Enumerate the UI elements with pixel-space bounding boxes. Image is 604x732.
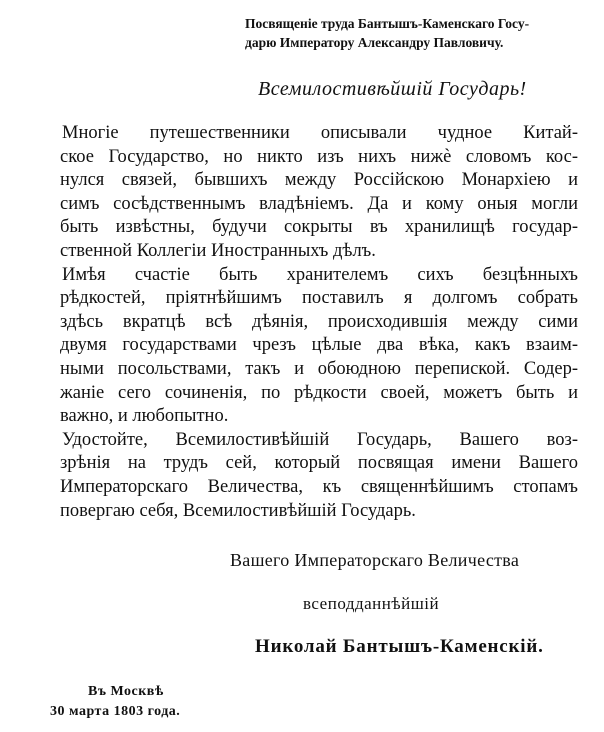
text-line: здѣсь вкратцѣ всѣ дѣянія, происходившія между сими <box>60 311 578 332</box>
signature: Николай Бантышъ-Каменскій. <box>255 636 544 657</box>
text-line: ными посольствами, такъ и обоюдною перепиской. Содер- <box>60 358 578 379</box>
heading-line-2: дарю Императору Александру Павловичу. <box>245 35 504 50</box>
closing-address: Вашего Императорскаго Величества <box>230 550 520 570</box>
text-line: Императорскаго Величества, къ священнѣйшимъ стопамъ <box>60 476 578 497</box>
dedication-heading <box>245 14 575 52</box>
text-line: симъ сосѣдственнымъ владѣніемъ. Да и кому оныя могли <box>60 193 578 214</box>
text-line: двумя государствами чрезъ цѣлые два вѣка, какъ взаим- <box>60 335 578 356</box>
text-line: зрѣнія на трудъ сей, который посвящая имени Вашего <box>60 453 578 474</box>
text-line: повергаю себя, Всемилостивѣйшій Государь. <box>60 500 416 521</box>
date-line: 30 марта 1803 года. <box>50 704 181 719</box>
text-line: ственной Коллегіи Иностранныхъ дѣлъ. <box>60 240 376 261</box>
paragraph-2 <box>60 264 578 429</box>
text-line: быть извѣстны, будучи сокрыты въ хранилищѣ государ- <box>60 217 578 238</box>
text-line: Многіе путешественники описывали чудное Китай- <box>62 123 578 143</box>
letter-body <box>60 122 578 523</box>
place-line: Въ Москвѣ <box>88 684 164 699</box>
text-line: Имѣя счастіе быть хранителемъ сихъ безцѣнныхъ <box>62 264 578 285</box>
paragraph-1 <box>60 122 578 264</box>
text-line: ское Государство, но никто изъ нихъ нижѐ словомъ кос- <box>60 146 578 167</box>
salutation: Всемилостивѣйшій Государь! <box>258 78 527 100</box>
paragraph-3 <box>60 429 578 523</box>
heading-line-1: Посвященіе труда Бантышъ-Каменскаго Госу- <box>245 16 530 31</box>
closing-humble: всеподданнѣйшій <box>303 594 440 613</box>
text-line: важно, и любопытно. <box>60 406 229 427</box>
text-line: рѣдкостей, пріятнѣйшимъ поставилъ я долгомъ собрать <box>60 288 578 309</box>
text-line: нулся связей, бывшихъ между Россійскою Монархіею и <box>60 170 578 191</box>
text-line: Удостойте, Всемилостивѣйшій Государь, Вашего воз- <box>62 429 578 450</box>
text-line: жаніе сего сочиненія, по рѣдкости своей, можетъ быть и <box>60 382 578 403</box>
